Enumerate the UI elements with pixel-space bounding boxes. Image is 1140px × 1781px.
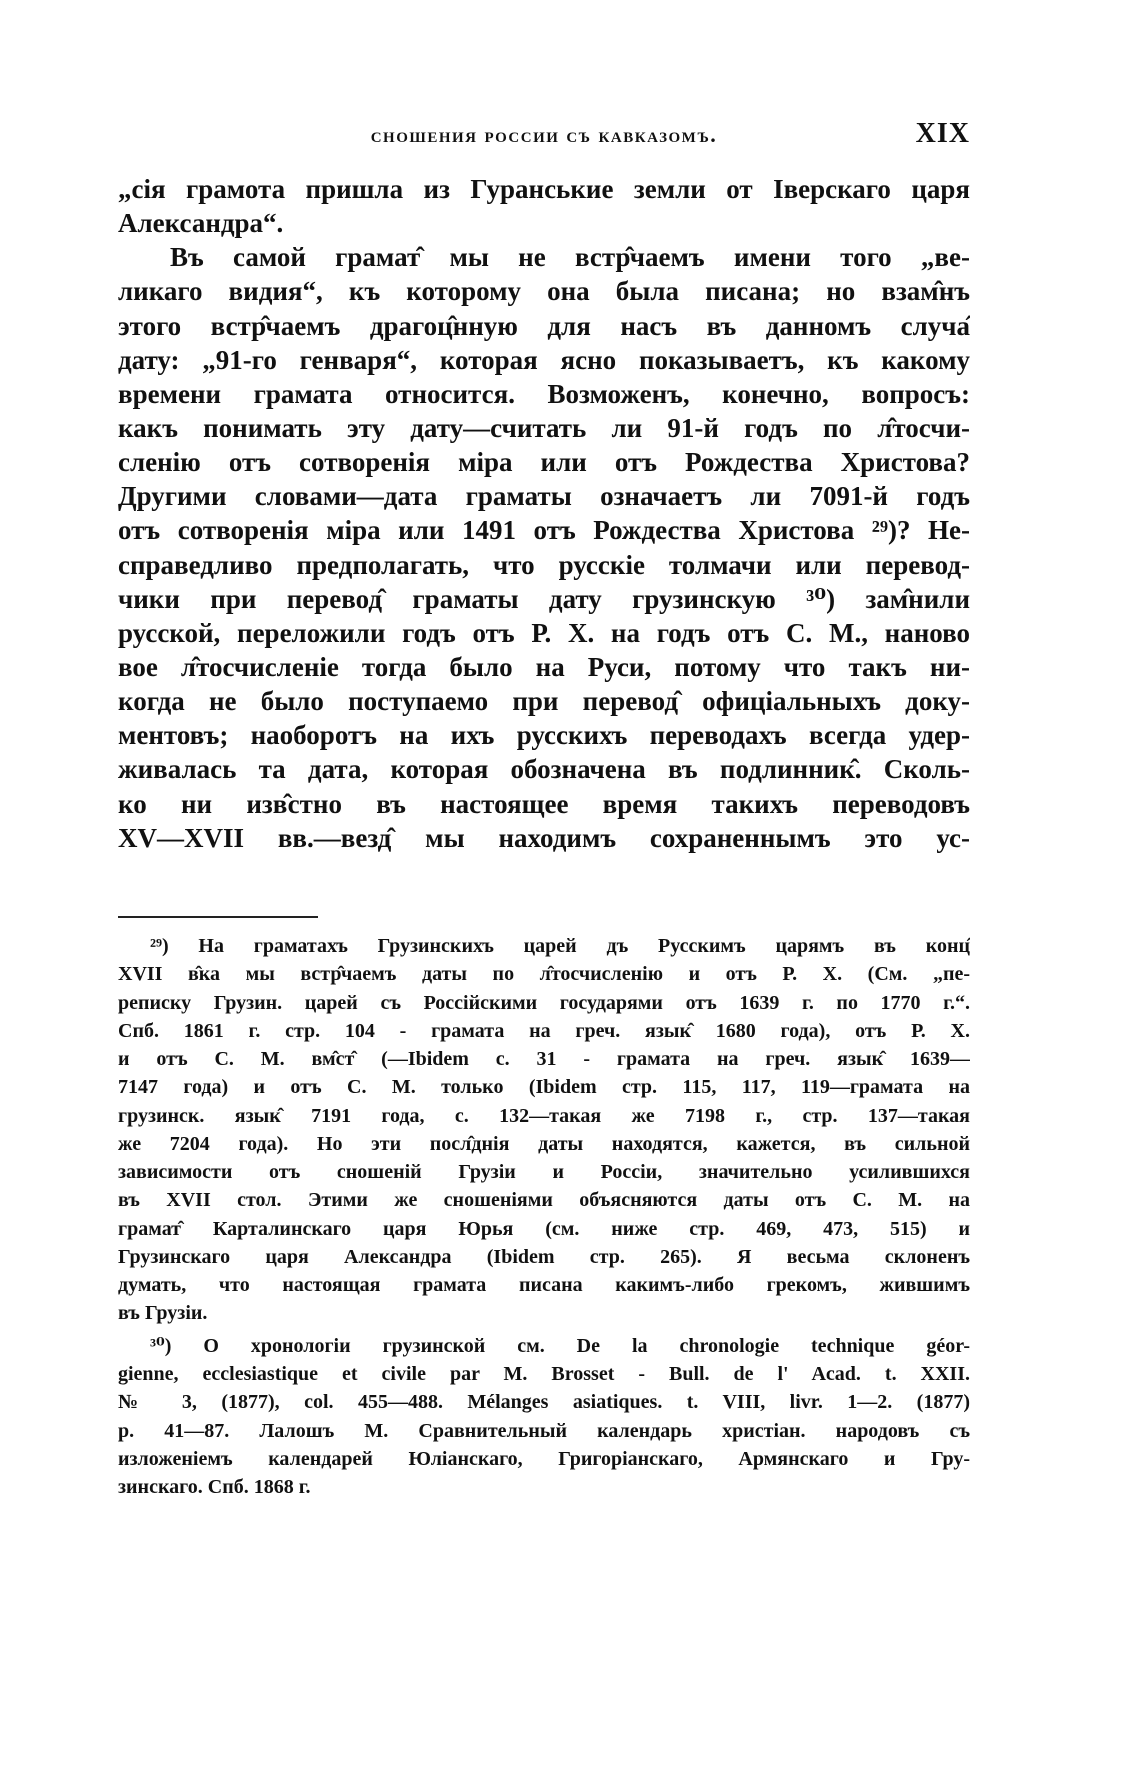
text-line: Александра“. [118, 208, 284, 239]
footnote-line: 7147 года) и отъ С. М. только (Ibidem стр. 115, 117, 119—грамата на [118, 1076, 970, 1099]
footnote-line: p. 41—87. Лалошъ М. Сравнительный календарь христiан. народовъ съ [118, 1419, 970, 1442]
footnote-line: же 7204 года). Но эти посл̂днiя даты находятся, кажется, въ сильной [118, 1132, 970, 1155]
footnote-line: зинскаго. Спб. 1868 г. [118, 1476, 311, 1499]
text-line: русской, переложили годъ отъ Р. Х. на годъ отъ С. М., наново [118, 617, 970, 648]
text-line: справедливо предполагать, что русскiе толмачи или перевод- [118, 549, 970, 580]
footnote-line: думать, что настоящая грамата писана какимъ-либо грекомъ, жившимъ [118, 1274, 970, 1297]
text-line: какъ понимать эту дату—считать ли 91-й годъ по л̂тосчи- [118, 412, 970, 443]
footnote-line: Грузинскаго царя Александра (Ibidem стр. 265). Я весьма склоненъ [118, 1245, 970, 1268]
text-line: вое л̂тосчисленiе тогда было на Руси, потому что такъ ни- [118, 651, 970, 682]
page-number: XIX [915, 118, 970, 149]
footnote-separator [118, 916, 318, 918]
text-line: Другими словами—дата граматы означаетъ ли 7091-й годъ [118, 481, 970, 512]
footnote-line: ²⁹) На граматахъ Грузинскихъ царей дъ Русскимъ царямъ въ конц̂ [150, 935, 970, 957]
page-header [118, 118, 970, 158]
footnote-30 [118, 1332, 970, 1502]
footnote-line: № 3, (1877), col. 455—488. Mélanges asiatiques. t. VIII, livr. 1—2. (1877) [118, 1391, 970, 1414]
text-line: ко ни изв̂стно въ настоящее время такихъ переводовъ [118, 788, 970, 819]
footnote-line: ³⁰) О хронологiи грузинской см. De la chronologie technique géor- [150, 1334, 970, 1357]
footnote-line: gienne, ecclesiastique et civile par M. Brosset - Bull. de l' Acad. t. XXII. [118, 1362, 970, 1385]
footnote-line: въ XVII стол. Этими же сношенiями объясняются даты отъ С. М. на [118, 1189, 970, 1212]
footnote-line: зависимости отъ сношенiй Грузiи и Россiи, значительно усилившихся [118, 1161, 970, 1184]
text-line: „сiя грамота пришла из Гуранськие земли от Iверскаго царя [118, 174, 970, 204]
footnote-29 [118, 932, 970, 1328]
text-line: отъ сотворенiя мiра или 1491 отъ Рождества Христова ²⁹)? Не- [118, 515, 970, 546]
footnote-line: изложенiемъ календарей Юлiанскаго, Григорiанскаго, Армянскаго и Гру- [118, 1447, 970, 1470]
running-title: сношения россии съ кавказомъ. [370, 122, 718, 147]
footnote-line: XVII в̂ка мы встр̂чаемъ даты по л̂тосчисленiю и отъ Р. Х. (См. „пе- [118, 963, 970, 986]
footnote-line: грузинск. язык̂ 7191 года, с. 132—такая же 7198 г., стр. 137—такая [118, 1104, 970, 1127]
text-line: этого встр̂чаемъ драгоц̂нную для насъ въ данномъ случа̂ [118, 310, 970, 341]
text-line: Въ самой грамат̂ мы не встр̂чаемъ имени того „ве- [170, 242, 970, 273]
footnote-line: и отъ С. М. вм̂ст̂ (—Ibidem с. 31 - грамата на греч. язык̂ 1639— [118, 1048, 970, 1071]
footnote-line: въ Грузiи. [118, 1302, 208, 1325]
text-line: времени грамата относится. Возможенъ, конечно, вопросъ: [118, 378, 970, 409]
text-line: ментовъ; наоборотъ на ихъ русскихъ переводахъ всегда удер- [118, 720, 970, 751]
text-line: ликаго видия“, къ которому она была писана; но взам̂нъ [118, 276, 970, 307]
text-line: XV—XVII вв.—везд̂ мы находимъ сохраненнымъ это ус- [118, 822, 970, 853]
footnote-line: реписку Грузин. царей съ Россiйскими государями отъ 1639 г. по 1770 г.“. [118, 991, 970, 1014]
footnotes-block [118, 932, 970, 1501]
footnote-line: грамат̂ Карталинскаго царя Юрья (см. ниже стр. 469, 473, 515) и [118, 1217, 970, 1240]
text-line: сленiю отъ сотворенiя мiра или отъ Рождества Христова? [118, 447, 970, 478]
text-line: дату: „91-го генваря“, которая ясно показываетъ, къ какому [118, 344, 970, 375]
text-line: чики при перевод̂ граматы дату грузинскую ³⁰) зам̂нили [118, 583, 970, 614]
main-text-block [118, 172, 970, 855]
text-line: живалась та дата, которая обозначена въ подлинник̂. Сколь- [118, 754, 970, 785]
footnote-line: Спб. 1861 г. стр. 104 - грамата на греч. язык̂ 1680 года), отъ Р. Х. [118, 1019, 970, 1042]
text-line: когда не было поступаемо при перевод̂ офицiальныхъ доку- [118, 686, 970, 717]
